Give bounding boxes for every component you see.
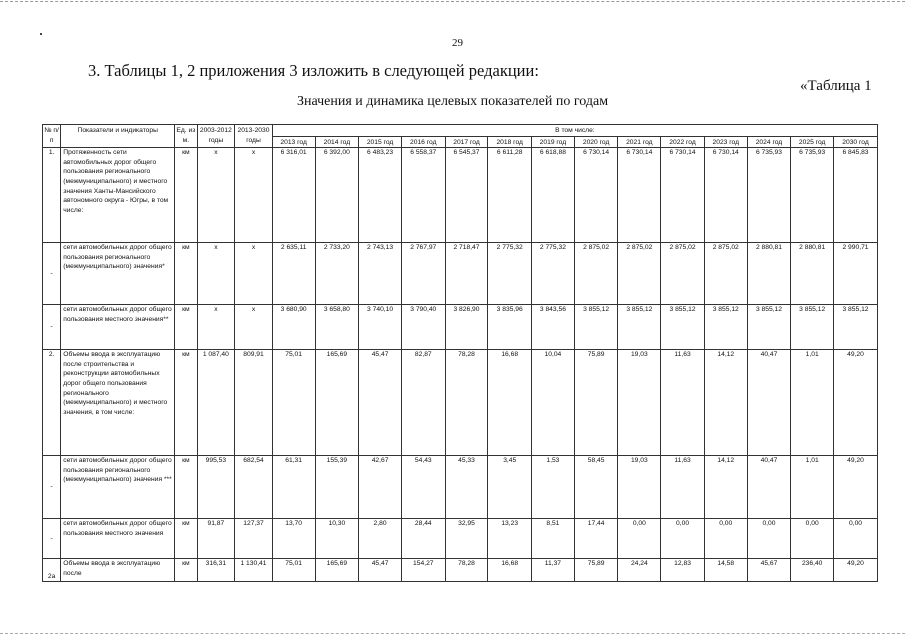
header-year: 2017 год xyxy=(445,136,488,148)
year-value: 0,00 xyxy=(661,519,705,559)
unit-cell: км xyxy=(175,305,197,350)
header-year: 2014 год xyxy=(315,136,359,148)
year-value: 2 767,97 xyxy=(401,243,445,305)
year-value: 2 743,13 xyxy=(359,243,402,305)
year-value: 78,28 xyxy=(445,350,488,456)
year-value: 13,23 xyxy=(488,519,532,559)
year-value: 14,58 xyxy=(704,559,747,582)
row-number: - xyxy=(43,243,61,305)
period-2013-2030: х xyxy=(235,148,273,243)
bottom-border-line xyxy=(0,633,905,634)
table-row xyxy=(43,559,878,582)
header-year: 2015 год xyxy=(359,136,402,148)
scan-speck xyxy=(40,33,42,35)
period-2013-2030: 127,37 xyxy=(235,519,273,559)
year-value: 13,70 xyxy=(272,519,315,559)
period-2003-2012: 995,53 xyxy=(197,456,235,519)
period-2013-2030: х xyxy=(235,305,273,350)
row-number: 2а xyxy=(43,559,61,582)
year-value: 6 735,93 xyxy=(791,148,834,243)
header-year: 2019 год xyxy=(532,136,575,148)
year-value: 49,20 xyxy=(834,350,878,456)
header-year: 2013 год xyxy=(272,136,315,148)
year-value: 6 545,37 xyxy=(445,148,488,243)
year-value: 2,80 xyxy=(359,519,402,559)
header-in-total: В том числе: xyxy=(272,125,877,137)
row-number: - xyxy=(43,305,61,350)
indicator-name: Объемы ввода в эксплуатацию после строительства и реконструкции автомобильных дорог общего пользования регионального (межмуниципального) и местного значения, в том числе: xyxy=(61,350,175,456)
year-value: 75,01 xyxy=(272,559,315,582)
year-value: 54,43 xyxy=(401,456,445,519)
year-value: 19,03 xyxy=(618,456,661,519)
year-value: 75,89 xyxy=(574,559,618,582)
header-unit: Ед. из м. xyxy=(175,125,197,148)
header-year: 2022 год xyxy=(661,136,705,148)
year-value: 6 611,28 xyxy=(488,148,532,243)
year-value: 155,39 xyxy=(315,456,359,519)
year-value: 0,00 xyxy=(618,519,661,559)
table-row xyxy=(43,519,878,559)
year-value: 12,83 xyxy=(661,559,705,582)
year-value: 3 835,96 xyxy=(488,305,532,350)
year-value: 2 875,02 xyxy=(661,243,705,305)
row-number: - xyxy=(43,519,61,559)
year-value: 2 880,81 xyxy=(791,243,834,305)
year-value: 3 680,90 xyxy=(272,305,315,350)
year-value: 14,12 xyxy=(704,456,747,519)
indicator-name: Объемы ввода в эксплуатацию после xyxy=(61,559,175,582)
year-value: 49,20 xyxy=(834,559,878,582)
period-2013-2030: 682,54 xyxy=(235,456,273,519)
period-2003-2012: х xyxy=(197,148,235,243)
year-value: 58,45 xyxy=(574,456,618,519)
year-value: 3 855,12 xyxy=(834,305,878,350)
year-value: 3 826,90 xyxy=(445,305,488,350)
year-value: 49,20 xyxy=(834,456,878,519)
period-2013-2030: 1 130,41 xyxy=(235,559,273,582)
indicator-name: сети автомобильных дорог общего пользования регионального (межмуниципального) значения* xyxy=(61,243,175,305)
year-value: 14,12 xyxy=(704,350,747,456)
year-value: 2 733,20 xyxy=(315,243,359,305)
year-value: 2 875,02 xyxy=(704,243,747,305)
year-value: 154,27 xyxy=(401,559,445,582)
year-value: 45,33 xyxy=(445,456,488,519)
year-value: 6 558,37 xyxy=(401,148,445,243)
header-year: 2018 год xyxy=(488,136,532,148)
year-value: 165,69 xyxy=(315,559,359,582)
year-value: 16,68 xyxy=(488,559,532,582)
year-value: 1,53 xyxy=(532,456,575,519)
year-value: 40,47 xyxy=(747,350,791,456)
year-value: 0,00 xyxy=(747,519,791,559)
period-2003-2012: 91,87 xyxy=(197,519,235,559)
indicator-name: сети автомобильных дорог общего пользования местного значения** xyxy=(61,305,175,350)
year-value: 28,44 xyxy=(401,519,445,559)
year-value: 236,40 xyxy=(791,559,834,582)
year-value: 3 855,12 xyxy=(791,305,834,350)
year-value: 1,01 xyxy=(791,350,834,456)
header-year: 2024 год xyxy=(747,136,791,148)
year-value: 3 855,12 xyxy=(618,305,661,350)
year-value: 75,01 xyxy=(272,350,315,456)
year-value: 10,04 xyxy=(532,350,575,456)
top-border-line xyxy=(0,1,905,2)
table-label: «Таблица 1 xyxy=(800,78,872,94)
period-2013-2030: 809,91 xyxy=(235,350,273,456)
year-value: 0,00 xyxy=(834,519,878,559)
year-value: 6 730,14 xyxy=(661,148,705,243)
year-value: 19,03 xyxy=(618,350,661,456)
header-no: № п/ п xyxy=(43,125,61,148)
year-value: 45,47 xyxy=(359,559,402,582)
header-period-2013: 2013-2030 годы xyxy=(235,125,273,148)
year-value: 6 730,14 xyxy=(618,148,661,243)
year-value: 3 855,12 xyxy=(574,305,618,350)
year-value: 42,67 xyxy=(359,456,402,519)
period-2003-2012: 316,31 xyxy=(197,559,235,582)
year-value: 2 875,02 xyxy=(574,243,618,305)
year-value: 11,37 xyxy=(532,559,575,582)
year-value: 2 875,02 xyxy=(618,243,661,305)
year-value: 6 735,93 xyxy=(747,148,791,243)
year-value: 78,28 xyxy=(445,559,488,582)
year-value: 61,31 xyxy=(272,456,315,519)
year-value: 45,47 xyxy=(359,350,402,456)
year-value: 3 740,10 xyxy=(359,305,402,350)
period-2003-2012: х xyxy=(197,305,235,350)
header-indicator: Показатели и индикаторы xyxy=(61,125,175,148)
year-value: 2 990,71 xyxy=(834,243,878,305)
year-value: 3 843,56 xyxy=(532,305,575,350)
year-value: 165,69 xyxy=(315,350,359,456)
section-heading: 3. Таблицы 1, 2 приложения 3 изложить в следующей редакции: xyxy=(88,61,539,80)
indicator-name: сети автомобильных дорог общего пользования местного значения xyxy=(61,519,175,559)
year-value: 6 730,14 xyxy=(574,148,618,243)
page-number: 29 xyxy=(452,37,463,49)
year-value: 0,00 xyxy=(791,519,834,559)
year-value: 24,24 xyxy=(618,559,661,582)
unit-cell: км xyxy=(175,559,197,582)
table-row xyxy=(43,305,878,350)
year-value: 3 855,12 xyxy=(704,305,747,350)
year-value: 6 730,14 xyxy=(704,148,747,243)
row-number: 1. xyxy=(43,148,61,243)
unit-cell: км xyxy=(175,243,197,305)
year-value: 6 618,88 xyxy=(532,148,575,243)
header-year: 2021 год xyxy=(618,136,661,148)
year-value: 1,01 xyxy=(791,456,834,519)
period-2013-2030: х xyxy=(235,243,273,305)
year-value: 17,44 xyxy=(574,519,618,559)
year-value: 6 392,00 xyxy=(315,148,359,243)
year-value: 3 855,12 xyxy=(747,305,791,350)
year-value: 6 845,83 xyxy=(834,148,878,243)
period-2003-2012: х xyxy=(197,243,235,305)
indicator-name: Протяженность сети автомобильных дорог общего пользования регионального (межмуниципального) и местного значения Ханты-Мансийского автономного округа - Югры, в том числе: xyxy=(61,148,175,243)
unit-cell: км xyxy=(175,148,197,243)
unit-cell: км xyxy=(175,456,197,519)
year-value: 16,68 xyxy=(488,350,532,456)
year-value: 3 790,40 xyxy=(401,305,445,350)
year-value: 2 635,11 xyxy=(272,243,315,305)
unit-cell: км xyxy=(175,519,197,559)
year-value: 2 880,81 xyxy=(747,243,791,305)
header-year: 2025 год xyxy=(791,136,834,148)
year-value: 40,47 xyxy=(747,456,791,519)
year-value: 8,51 xyxy=(532,519,575,559)
table-row xyxy=(43,243,878,305)
table-row xyxy=(43,350,878,456)
header-period-2003: 2003-2012 годы xyxy=(197,125,235,148)
year-value: 3 658,80 xyxy=(315,305,359,350)
table-body xyxy=(43,148,878,582)
year-value: 75,89 xyxy=(574,350,618,456)
period-2003-2012: 1 087,40 xyxy=(197,350,235,456)
header-year: 2023 год xyxy=(704,136,747,148)
indicator-name: сети автомобильных дорог общего пользования регионального (межмуниципального) значения *** xyxy=(61,456,175,519)
year-value: 2 775,32 xyxy=(532,243,575,305)
year-value: 11,63 xyxy=(661,456,705,519)
row-number: - xyxy=(43,456,61,519)
header-year: 2020 год xyxy=(574,136,618,148)
year-value: 10,30 xyxy=(315,519,359,559)
year-value: 2 718,47 xyxy=(445,243,488,305)
table-row xyxy=(43,456,878,519)
year-value: 0,00 xyxy=(704,519,747,559)
year-value: 6 316,01 xyxy=(272,148,315,243)
year-value: 32,95 xyxy=(445,519,488,559)
indicators-table xyxy=(42,124,878,582)
year-value: 6 483,23 xyxy=(359,148,402,243)
table-row xyxy=(43,148,878,243)
year-value: 3 855,12 xyxy=(661,305,705,350)
year-value: 45,67 xyxy=(747,559,791,582)
header-year: 2016 год xyxy=(401,136,445,148)
year-value: 3,45 xyxy=(488,456,532,519)
header-year: 2030 год xyxy=(834,136,878,148)
row-number: 2. xyxy=(43,350,61,456)
year-value: 82,87 xyxy=(401,350,445,456)
unit-cell: км xyxy=(175,350,197,456)
year-value: 2 775,32 xyxy=(488,243,532,305)
table-caption: Значения и динамика целевых показателей по годам xyxy=(296,94,609,109)
year-value: 11,63 xyxy=(661,350,705,456)
